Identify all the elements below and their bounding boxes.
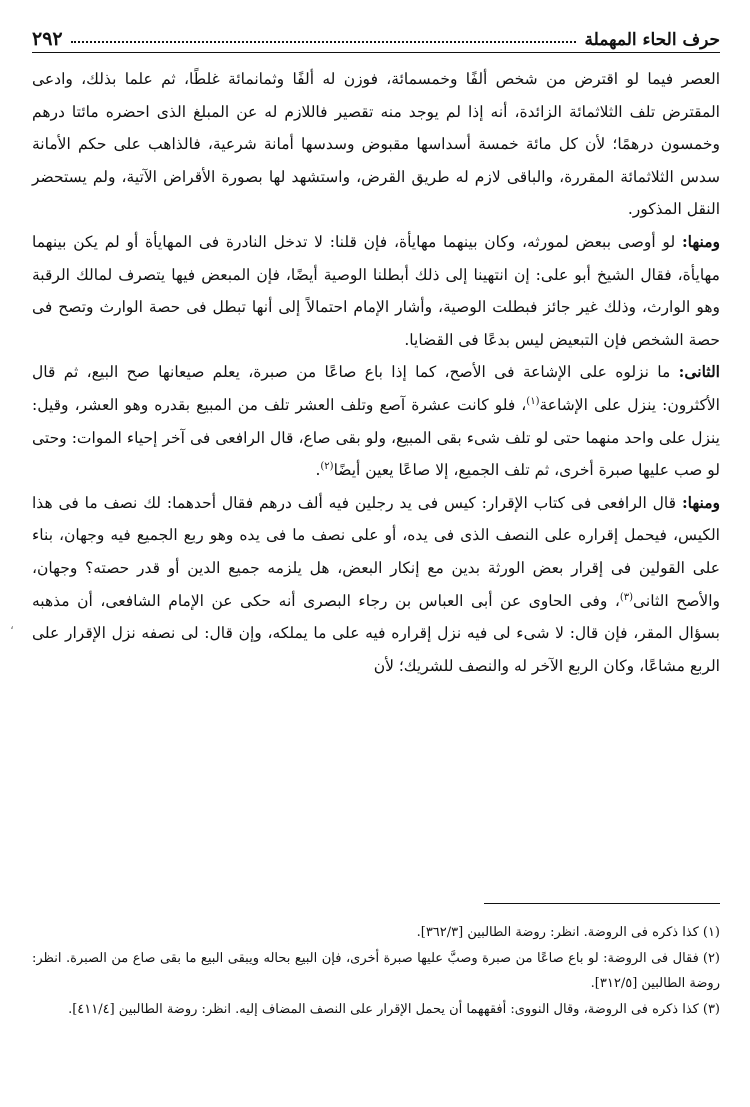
- footnote-separator: [484, 903, 720, 904]
- book-page: [32, 18, 720, 1107]
- footnote-2-text: فقال فى الروضة: لو باع صاعًا من صبرة وصبَّ عليها صبرة أخرى، فإن البيع بحاله ويبقى البيع ما بقى صاع من الصبرة. انظر: روضة الطالبين [٣١٢/٥].: [32, 950, 720, 991]
- header-dot-leader: [71, 40, 577, 43]
- footnote-1-number: (١): [702, 925, 720, 940]
- page-number: ٢٩٢: [32, 28, 63, 50]
- paragraph-3: [32, 356, 720, 486]
- main-text: [32, 63, 720, 682]
- paragraph-3-text-a: ما نزلوه على الإشاعة فى الأصح، كما إذا باع صاعًا من صبرة، يعلم صيعانها صح البيع، ثم قال الأكثرون: ينزل على الإشاعة: [32, 363, 720, 414]
- paragraph-3-text-c: .: [315, 461, 321, 480]
- footnote-3: [32, 997, 720, 1023]
- footnote-ref-2[interactable]: (٢): [320, 460, 334, 472]
- footnote-2: [32, 946, 720, 997]
- paragraph-2: [32, 226, 720, 356]
- paragraph-4-lead: ومنها:: [681, 492, 720, 512]
- paragraph-4-text-a: قال الرافعى فى كتاب الإقرار: كيس فى يد رجلين فيه ألف درهم فقال أحدهما: لك نصف ما فى هذا الكيس، فيحمل إقراره على النصف الذى فى يده، أو على نصف ما فى يده وهو ربع الجميع فيه وجهان، بناء على القولين فى إقرار بعض الورثة بدين مع إنكار البعض، هل يلزمه جميع الدين أو قدر حصته؟ وجهان، والأصح الثانى: [32, 493, 720, 610]
- footnote-2-number: (٢): [702, 950, 720, 966]
- footnote-ref-1[interactable]: (١): [526, 395, 540, 407]
- paragraph-2-lead: ومنها:: [681, 231, 720, 251]
- paragraph-1-text: العصر فيما لو اقترض من شخص ألفًا وخمسمائة، فوزن له ألفًا وثمانمائة غلطًا، ثم علما بذلك، وادعى المقترض تلف الثلاثمائة الزائدة، أنه إذا لم يوجد منه تقصير فاللازم له عن المبلغ الذى احضره مائتا درهم وخمسون درهمًا؛ لأن كل مائة خمسة أسداسها مقبوض وسدسها أمانة شرعية، فالذاهب على حكم الأمانة سدس الثلاثمائة المقررة، والباقى لازم له طريق القرض، واستشهد لها بصورة الأقراض الآتية، ولم يستحضر النقل المذكور.: [32, 70, 720, 219]
- paragraph-4-text-b: ، وفى الحاوى عن أبى العباس بن رجاء البصرى أنه حكى عن الإمام الشافعى، أن مذهبه بسؤال المقر، فإن قال: لا شىء لى فيه نزل إقراره فيه على ما يملكه، وإن قال: لى نصفه نزل الإقرار على الربع مشاعًا، وكان الربع الآخر له والنصف للشريك؛ لأن: [32, 591, 720, 675]
- margin-mark: ،: [10, 618, 14, 632]
- paragraph-3-lead: الثانى:: [678, 362, 720, 382]
- running-title: حرف الحاء المهملة: [584, 30, 720, 50]
- page-header: [32, 18, 720, 53]
- footnote-ref-3[interactable]: (٣): [619, 591, 634, 603]
- footnote-1-text: كذا ذكره فى الروضة. انظر: روضة الطالبين [٣٦٢/٣].: [416, 925, 699, 940]
- footnote-3-number: (٣): [702, 1001, 720, 1017]
- footnote-3-text: كذا ذكره فى الروضة، وقال النووى: أفقههما أن يحمل الإقرار على النصف المضاف إليه. انظر: روضة الطالبين [٤١١/٤].: [68, 1001, 699, 1017]
- footnote-1: [32, 920, 720, 946]
- paragraph-2-text: لو أوصى ببعض لمورثه، وكان بينهما مهايأة، فإن قلنا: لا تدخل النادرة فى المهايأة أو لم يكن بينهما مهايأة، فقال الشيخ أبو على: إن انتهينا إلى ذلك أبطلنا الوصية أيضًا، فإن المبعض فيها يتصرف لمالك الرقبة وهو الوارث، وذلك غير جائز فبطلت الوصية، وأشار الإمام احتمالاً إلى أنها تبطل فى حصة الوارث وتصح فى حصة الشخص فإن التبعيض ليس بدعًا فى القضايا.: [32, 232, 720, 349]
- paragraph-4: [32, 487, 720, 683]
- footnotes: [32, 920, 720, 1022]
- paragraph-3-text-b: ، فلو كانت عشرة آصع وتلف العشر تلف من المبيع بقدره وهو العشر، وقيل: ينزل على واحد منهما حتى لو تلف شىء بقى المبيع، ولو بقى صاع، قال الرافعى فى آخر إحياء الموات: وحتى لو صب عليها صبرة أخرى، ثم تلف الجميع، إلا صاعًا يعين أيضًا: [32, 395, 720, 480]
- paragraph-1: [32, 63, 720, 226]
